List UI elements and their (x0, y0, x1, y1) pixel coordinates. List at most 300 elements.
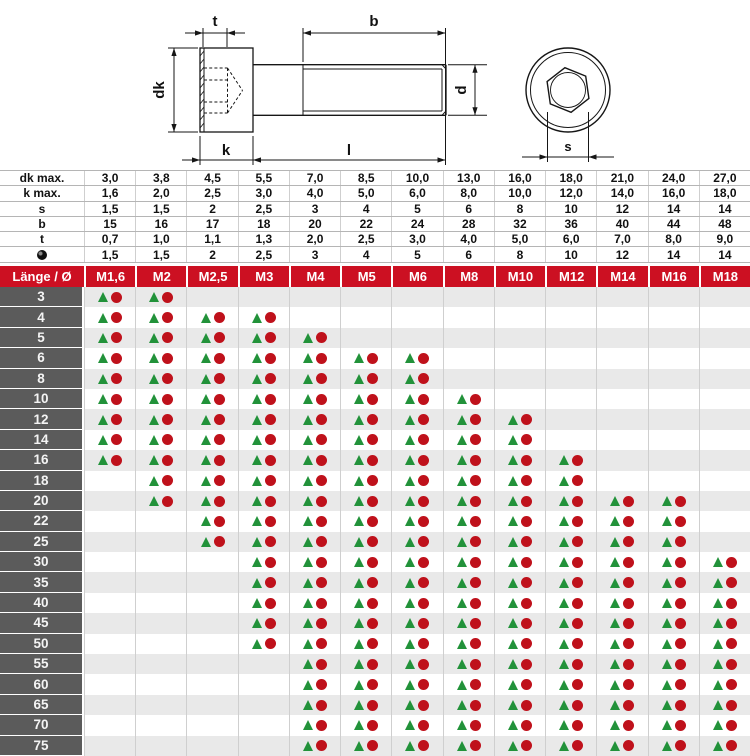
availability-cell (135, 307, 186, 327)
length-label: 55 (0, 654, 84, 674)
availability-cell (648, 572, 699, 592)
red-circle-marker-icon (214, 414, 225, 425)
red-circle-marker-icon (367, 434, 378, 445)
availability-cell (340, 450, 391, 470)
availability-cell (391, 328, 442, 348)
availability-cell (340, 613, 391, 633)
green-triangle-marker-icon (559, 496, 569, 506)
availability-cell (289, 307, 340, 327)
availability-cell (289, 736, 340, 756)
matrix-row-25 (0, 532, 750, 552)
availability-cell (648, 409, 699, 429)
availability-cell (596, 593, 647, 613)
red-circle-marker-icon (675, 516, 686, 527)
availability-cell (340, 307, 391, 327)
availability-cell (238, 715, 289, 735)
availability-cell (340, 532, 391, 552)
dimension-value: 14 (699, 202, 750, 216)
availability-cell (84, 552, 135, 572)
red-circle-marker-icon (572, 700, 583, 711)
red-circle-marker-icon (111, 455, 122, 466)
dimension-value: 2,5 (340, 232, 391, 246)
green-triangle-marker-icon (713, 618, 723, 628)
red-circle-marker-icon (367, 720, 378, 731)
availability-cell (186, 450, 237, 470)
green-triangle-marker-icon (405, 537, 415, 547)
red-circle-marker-icon (162, 394, 173, 405)
red-circle-marker-icon (265, 516, 276, 527)
red-circle-marker-icon (726, 557, 737, 568)
availability-cell (494, 409, 545, 429)
green-triangle-marker-icon (252, 394, 262, 404)
red-circle-marker-icon (470, 516, 481, 527)
dimension-value: 5,0 (494, 232, 545, 246)
availability-cell (84, 634, 135, 654)
dimension-row-label: dk max. (19, 171, 65, 186)
green-triangle-marker-icon (405, 455, 415, 465)
red-circle-marker-icon (470, 496, 481, 507)
length-label: 75 (0, 736, 84, 756)
availability-cell (238, 430, 289, 450)
column-header-M16: M16 (648, 266, 699, 287)
green-triangle-marker-icon (405, 700, 415, 710)
availability-cell (699, 471, 750, 491)
dimension-value: 9,0 (699, 232, 750, 246)
availability-cell (340, 430, 391, 450)
dimension-value: 12,0 (545, 186, 596, 200)
availability-cell (84, 430, 135, 450)
dimension-value: 22 (340, 217, 391, 231)
length-label: 14 (0, 430, 84, 450)
red-circle-marker-icon (470, 598, 481, 609)
green-triangle-marker-icon (559, 639, 569, 649)
red-circle-marker-icon (265, 475, 276, 486)
availability-cell (340, 491, 391, 511)
dimension-value: 5,0 (340, 186, 391, 200)
red-circle-marker-icon (521, 659, 532, 670)
green-triangle-marker-icon (354, 435, 364, 445)
availability-cell (494, 348, 545, 368)
dimension-value: 3,0 (238, 186, 289, 200)
green-triangle-marker-icon (559, 720, 569, 730)
green-triangle-marker-icon (354, 720, 364, 730)
availability-cell (84, 471, 135, 491)
green-triangle-marker-icon (303, 557, 313, 567)
red-circle-marker-icon (521, 740, 532, 751)
availability-cell (596, 389, 647, 409)
red-circle-marker-icon (162, 332, 173, 343)
availability-cell (596, 613, 647, 633)
availability-cell (699, 613, 750, 633)
red-circle-marker-icon (418, 557, 429, 568)
red-circle-marker-icon (214, 536, 225, 547)
red-circle-marker-icon (726, 700, 737, 711)
green-triangle-marker-icon (149, 313, 159, 323)
green-triangle-marker-icon (662, 700, 672, 710)
dimension-value: 2,5 (186, 186, 237, 200)
green-triangle-marker-icon (457, 537, 467, 547)
red-circle-marker-icon (623, 618, 634, 629)
red-circle-marker-icon (367, 659, 378, 670)
availability-cell (238, 674, 289, 694)
matrix-row-3 (0, 287, 750, 307)
availability-cell (289, 409, 340, 429)
red-circle-marker-icon (521, 577, 532, 588)
green-triangle-marker-icon (201, 476, 211, 486)
red-circle-marker-icon (111, 414, 122, 425)
availability-cell (699, 409, 750, 429)
dim-label-b: b (369, 13, 379, 30)
availability-cell (596, 715, 647, 735)
red-circle-marker-icon (316, 536, 327, 547)
availability-cell (494, 532, 545, 552)
green-triangle-marker-icon (405, 680, 415, 690)
availability-cell (238, 532, 289, 552)
availability-cell (186, 572, 237, 592)
dimension-value: 24 (391, 217, 442, 231)
length-label: 12 (0, 409, 84, 429)
availability-cell (699, 430, 750, 450)
green-triangle-marker-icon (303, 639, 313, 649)
green-triangle-marker-icon (559, 700, 569, 710)
availability-cell (648, 593, 699, 613)
availability-cell (186, 634, 237, 654)
green-triangle-marker-icon (98, 415, 108, 425)
green-triangle-marker-icon (457, 659, 467, 669)
availability-cell (391, 654, 442, 674)
availability-cell (238, 369, 289, 389)
dimension-value: 10 (545, 247, 596, 261)
red-circle-marker-icon (162, 312, 173, 323)
red-circle-marker-icon (572, 659, 583, 670)
availability-cell (186, 491, 237, 511)
availability-cell (494, 593, 545, 613)
availability-cell (238, 634, 289, 654)
availability-cell (443, 430, 494, 450)
red-circle-marker-icon (521, 496, 532, 507)
green-triangle-marker-icon (508, 741, 518, 751)
red-circle-marker-icon (418, 353, 429, 364)
green-triangle-marker-icon (457, 435, 467, 445)
green-triangle-marker-icon (559, 537, 569, 547)
green-triangle-marker-icon (303, 618, 313, 628)
green-triangle-marker-icon (405, 394, 415, 404)
availability-cell (596, 328, 647, 348)
availability-cell (340, 715, 391, 735)
availability-cell (596, 471, 647, 491)
dimension-value: 3,0 (391, 232, 442, 246)
availability-cell (443, 654, 494, 674)
red-circle-marker-icon (572, 455, 583, 466)
availability-cell (545, 471, 596, 491)
dimension-value: 10 (545, 202, 596, 216)
green-triangle-marker-icon (457, 680, 467, 690)
green-triangle-marker-icon (98, 353, 108, 363)
red-circle-marker-icon (316, 557, 327, 568)
red-circle-marker-icon (726, 659, 737, 670)
availability-cell (648, 471, 699, 491)
green-triangle-marker-icon (303, 659, 313, 669)
green-triangle-marker-icon (662, 598, 672, 608)
red-circle-marker-icon (623, 516, 634, 527)
red-circle-marker-icon (316, 496, 327, 507)
red-circle-marker-icon (162, 353, 173, 364)
availability-cell (84, 674, 135, 694)
availability-cell (443, 511, 494, 531)
green-triangle-marker-icon (559, 680, 569, 690)
green-triangle-marker-icon (252, 537, 262, 547)
dimension-value: 16,0 (494, 171, 545, 185)
availability-cell (648, 287, 699, 307)
availability-cell (186, 654, 237, 674)
dim-label-k: k (221, 142, 231, 159)
availability-cell (186, 471, 237, 491)
availability-cell (648, 369, 699, 389)
red-circle-marker-icon (675, 638, 686, 649)
red-circle-marker-icon (162, 414, 173, 425)
green-triangle-marker-icon (252, 313, 262, 323)
green-triangle-marker-icon (457, 598, 467, 608)
green-triangle-marker-icon (713, 598, 723, 608)
column-header-M2: M2 (135, 266, 186, 287)
availability-cell (443, 348, 494, 368)
availability-cell (238, 654, 289, 674)
green-triangle-marker-icon (610, 639, 620, 649)
availability-cell (289, 613, 340, 633)
availability-cell (135, 532, 186, 552)
availability-cell (648, 430, 699, 450)
green-triangle-marker-icon (405, 578, 415, 588)
availability-cell (648, 532, 699, 552)
green-triangle-marker-icon (662, 741, 672, 751)
availability-cell (340, 511, 391, 531)
green-triangle-marker-icon (354, 680, 364, 690)
red-circle-marker-icon (367, 740, 378, 751)
dimension-value: 21,0 (596, 171, 647, 185)
dimension-row-label: b (38, 217, 46, 232)
availability-cell (545, 695, 596, 715)
availability-cell (289, 695, 340, 715)
availability-cell (494, 634, 545, 654)
red-circle-marker-icon (521, 516, 532, 527)
dimension-value: 10,0 (494, 186, 545, 200)
red-circle-marker-icon (726, 598, 737, 609)
availability-cell (443, 471, 494, 491)
dimension-value: 18 (238, 217, 289, 231)
availability-cell (340, 471, 391, 491)
dimension-row-label: k max. (23, 186, 61, 201)
availability-cell (596, 634, 647, 654)
availability-cell (84, 307, 135, 327)
availability-cell (648, 674, 699, 694)
side-view (200, 48, 446, 132)
green-triangle-marker-icon (508, 618, 518, 628)
green-triangle-marker-icon (508, 578, 518, 588)
green-triangle-marker-icon (559, 516, 569, 526)
red-circle-marker-icon (367, 598, 378, 609)
dimension-table-body (0, 170, 750, 263)
green-triangle-marker-icon (405, 659, 415, 669)
green-triangle-marker-icon (405, 618, 415, 628)
green-triangle-marker-icon (508, 659, 518, 669)
availability-cell (443, 287, 494, 307)
availability-cell (648, 328, 699, 348)
red-circle-marker-icon (675, 496, 686, 507)
availability-cell (494, 572, 545, 592)
availability-cell (84, 287, 135, 307)
availability-cell (340, 348, 391, 368)
availability-cell (648, 307, 699, 327)
red-circle-marker-icon (265, 496, 276, 507)
dimension-value: 8 (494, 247, 545, 261)
availability-cell (443, 695, 494, 715)
dim-label-l: l (346, 142, 352, 159)
dimension-value: 6,0 (391, 186, 442, 200)
green-triangle-marker-icon (303, 455, 313, 465)
dimension-value: 40 (596, 217, 647, 231)
red-circle-marker-icon (521, 557, 532, 568)
availability-cell (443, 491, 494, 511)
matrix-row-70 (0, 715, 750, 735)
availability-cell (596, 491, 647, 511)
red-circle-marker-icon (214, 353, 225, 364)
matrix-row-20 (0, 491, 750, 511)
matrix-row-45 (0, 613, 750, 633)
green-triangle-marker-icon (201, 313, 211, 323)
length-label: 20 (0, 491, 84, 511)
availability-cell (443, 715, 494, 735)
availability-cell (391, 532, 442, 552)
availability-cell (340, 287, 391, 307)
green-triangle-marker-icon (149, 374, 159, 384)
availability-cell (545, 450, 596, 470)
availability-cell (238, 613, 289, 633)
green-triangle-marker-icon (508, 435, 518, 445)
red-circle-marker-icon (623, 740, 634, 751)
availability-cell (238, 572, 289, 592)
green-triangle-marker-icon (610, 578, 620, 588)
red-circle-marker-icon (418, 577, 429, 588)
red-circle-marker-icon (418, 638, 429, 649)
red-circle-marker-icon (418, 475, 429, 486)
dimension-value: 14 (699, 247, 750, 261)
availability-cell (391, 736, 442, 756)
red-circle-marker-icon (316, 720, 327, 731)
dimension-row-k-max (0, 186, 750, 201)
matrix-row-55 (0, 654, 750, 674)
availability-cell (186, 674, 237, 694)
green-triangle-marker-icon (508, 476, 518, 486)
dimension-value: 13,0 (443, 171, 494, 185)
red-circle-marker-icon (418, 740, 429, 751)
availability-cell (699, 287, 750, 307)
dimension-value: 3 (289, 202, 340, 216)
availability-cell (186, 695, 237, 715)
availability-cell (238, 389, 289, 409)
availability-cell (135, 491, 186, 511)
green-triangle-marker-icon (201, 394, 211, 404)
dimension-value: 3,0 (84, 171, 135, 185)
red-circle-marker-icon (623, 536, 634, 547)
availability-cell (443, 409, 494, 429)
column-header-M2_5: M2,5 (186, 266, 237, 287)
availability-cell (238, 593, 289, 613)
availability-cell (84, 409, 135, 429)
red-circle-marker-icon (470, 659, 481, 670)
green-triangle-marker-icon (405, 741, 415, 751)
green-triangle-marker-icon (508, 516, 518, 526)
red-circle-marker-icon (214, 475, 225, 486)
dimension-value: 8,5 (340, 171, 391, 185)
red-circle-marker-icon (265, 455, 276, 466)
availability-cell (135, 572, 186, 592)
red-circle-marker-icon (470, 618, 481, 629)
availability-cell (340, 409, 391, 429)
red-circle-marker-icon (214, 394, 225, 405)
dimension-value: 1,3 (238, 232, 289, 246)
red-circle-marker-icon (316, 700, 327, 711)
red-circle-marker-icon (316, 740, 327, 751)
red-circle-marker-icon (521, 475, 532, 486)
green-triangle-marker-icon (559, 557, 569, 567)
red-circle-marker-icon (162, 455, 173, 466)
availability-cell (84, 613, 135, 633)
green-triangle-marker-icon (559, 598, 569, 608)
red-circle-marker-icon (521, 700, 532, 711)
length-label: 6 (0, 348, 84, 368)
dimension-value: 3,8 (135, 171, 186, 185)
availability-cell (443, 307, 494, 327)
red-circle-marker-icon (572, 638, 583, 649)
green-triangle-marker-icon (457, 557, 467, 567)
availability-cell (186, 409, 237, 429)
green-triangle-marker-icon (713, 659, 723, 669)
green-triangle-marker-icon (354, 557, 364, 567)
availability-cell (494, 307, 545, 327)
availability-cell (545, 593, 596, 613)
red-circle-marker-icon (316, 659, 327, 670)
green-triangle-marker-icon (303, 374, 313, 384)
availability-cell (699, 348, 750, 368)
matrix-row-40 (0, 593, 750, 613)
red-circle-marker-icon (214, 373, 225, 384)
availability-cell (84, 572, 135, 592)
red-circle-marker-icon (572, 740, 583, 751)
green-triangle-marker-icon (354, 516, 364, 526)
red-circle-marker-icon (521, 679, 532, 690)
availability-cell (596, 674, 647, 694)
green-triangle-marker-icon (508, 415, 518, 425)
red-circle-marker-icon (623, 598, 634, 609)
red-circle-marker-icon (572, 536, 583, 547)
green-triangle-marker-icon (610, 700, 620, 710)
red-circle-marker-icon (162, 292, 173, 303)
matrix-row-4 (0, 307, 750, 327)
green-triangle-marker-icon (303, 435, 313, 445)
red-circle-marker-icon (316, 598, 327, 609)
length-label: 35 (0, 572, 84, 592)
red-circle-marker-icon (521, 720, 532, 731)
red-circle-marker-icon (623, 700, 634, 711)
column-header-M6: M6 (391, 266, 442, 287)
availability-cell (340, 389, 391, 409)
matrix-row-30 (0, 552, 750, 572)
red-circle-marker-icon (265, 536, 276, 547)
green-triangle-marker-icon (354, 700, 364, 710)
matrix-row-35 (0, 572, 750, 592)
dimension-value: 1,5 (135, 202, 186, 216)
availability-cell (186, 593, 237, 613)
